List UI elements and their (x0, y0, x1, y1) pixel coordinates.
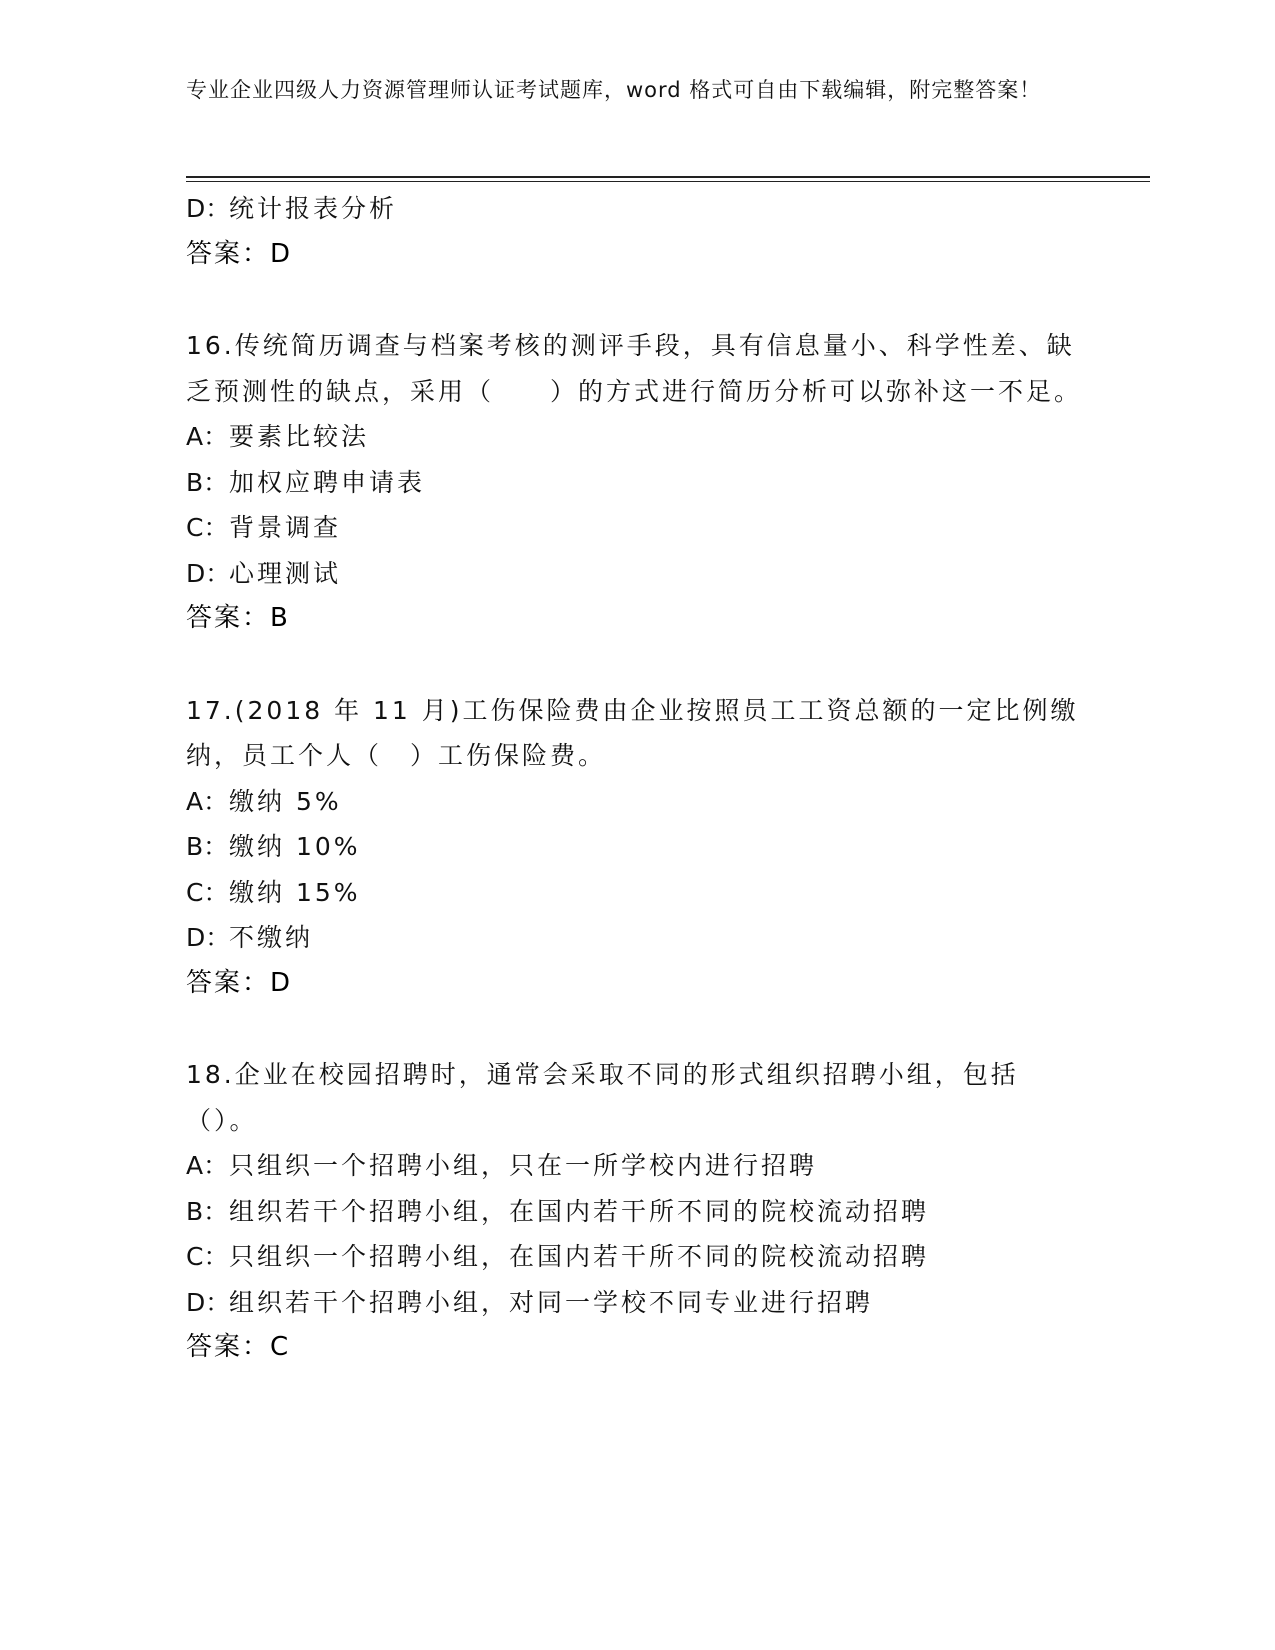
option-text: 不缴纳 (229, 923, 314, 952)
option-a (186, 414, 1086, 460)
option-letter: D： (186, 923, 231, 952)
option-d (186, 915, 1086, 961)
option-letter: C： (186, 877, 229, 907)
option-letter: D： (186, 194, 231, 223)
option-letter: A： (186, 786, 229, 816)
option-b (186, 1189, 1086, 1235)
option-text: 只组织一个招聘小组，只在一所学校内进行招聘 (229, 1151, 818, 1180)
answer-line: 答案：B (186, 603, 290, 633)
option-letter: D： (186, 558, 231, 588)
option-d-carryover (186, 186, 1086, 232)
page-header: 专业企业四级人力资源管理师认证考试题库，word 格式可自由下载编辑，附完整答案！ (186, 78, 1042, 102)
option-text: 只组织一个招聘小组，在国内若干所不同的院校流动招聘 (229, 1242, 930, 1271)
option-text: 缴纳 5% (229, 786, 342, 816)
option-c (186, 870, 1086, 916)
option-b (186, 824, 1086, 870)
answer-line: 答案：D (186, 967, 293, 998)
option-letter: B： (186, 832, 229, 861)
option-a (186, 1143, 1086, 1189)
option-text: 心理测试 (229, 558, 342, 588)
question-stem: 16.传统简历调查与档案考核的测评手段，具有信息量小、科学性差、缺乏预测性的缺点，采用（ ）的方式进行简历分析可以弥补这一不足。 (186, 331, 1083, 406)
option-c (186, 505, 1086, 551)
answer-line: 答案：C (186, 1332, 291, 1362)
option-text: 缴纳 15% (229, 877, 361, 907)
option-text: 要素比较法 (229, 422, 370, 451)
question-17 (186, 688, 1086, 1007)
option-text: 背景调查 (229, 513, 342, 542)
option-letter: A： (186, 1151, 229, 1180)
option-b (186, 460, 1086, 506)
header-divider-thick (186, 176, 1150, 178)
option-c (186, 1234, 1086, 1280)
option-letter: B： (186, 1196, 229, 1226)
question-content (186, 186, 1086, 1371)
header-divider-thin (186, 181, 1150, 182)
question-stem: 18.企业在校园招聘时，通常会采取不同的形式组织招聘小组，包括（）。 (186, 1060, 1019, 1135)
question-stem: 17.(2018 年 11 月)工伤保险费由企业按照员工工资总额的一定比例缴纳，员工个人（ ）工伤保险费。 (186, 695, 1079, 770)
option-letter: C： (186, 513, 229, 542)
question-16 (186, 323, 1086, 642)
option-text: 加权应聘申请表 (229, 467, 426, 497)
option-a (186, 779, 1086, 825)
option-text: 缴纳 10% (229, 832, 361, 861)
option-d (186, 1280, 1086, 1326)
question-18 (186, 1052, 1086, 1371)
answer-carryover: 答案：D (186, 238, 293, 269)
option-letter: A： (186, 422, 229, 451)
option-letter: C： (186, 1242, 229, 1271)
option-letter: D： (186, 1287, 231, 1317)
option-text: 统计报表分析 (229, 194, 398, 223)
option-d (186, 551, 1086, 597)
option-letter: B： (186, 467, 229, 497)
option-text: 组织若干个招聘小组，在国内若干所不同的院校流动招聘 (229, 1196, 930, 1226)
option-text: 组织若干个招聘小组，对同一学校不同专业进行招聘 (229, 1287, 874, 1317)
